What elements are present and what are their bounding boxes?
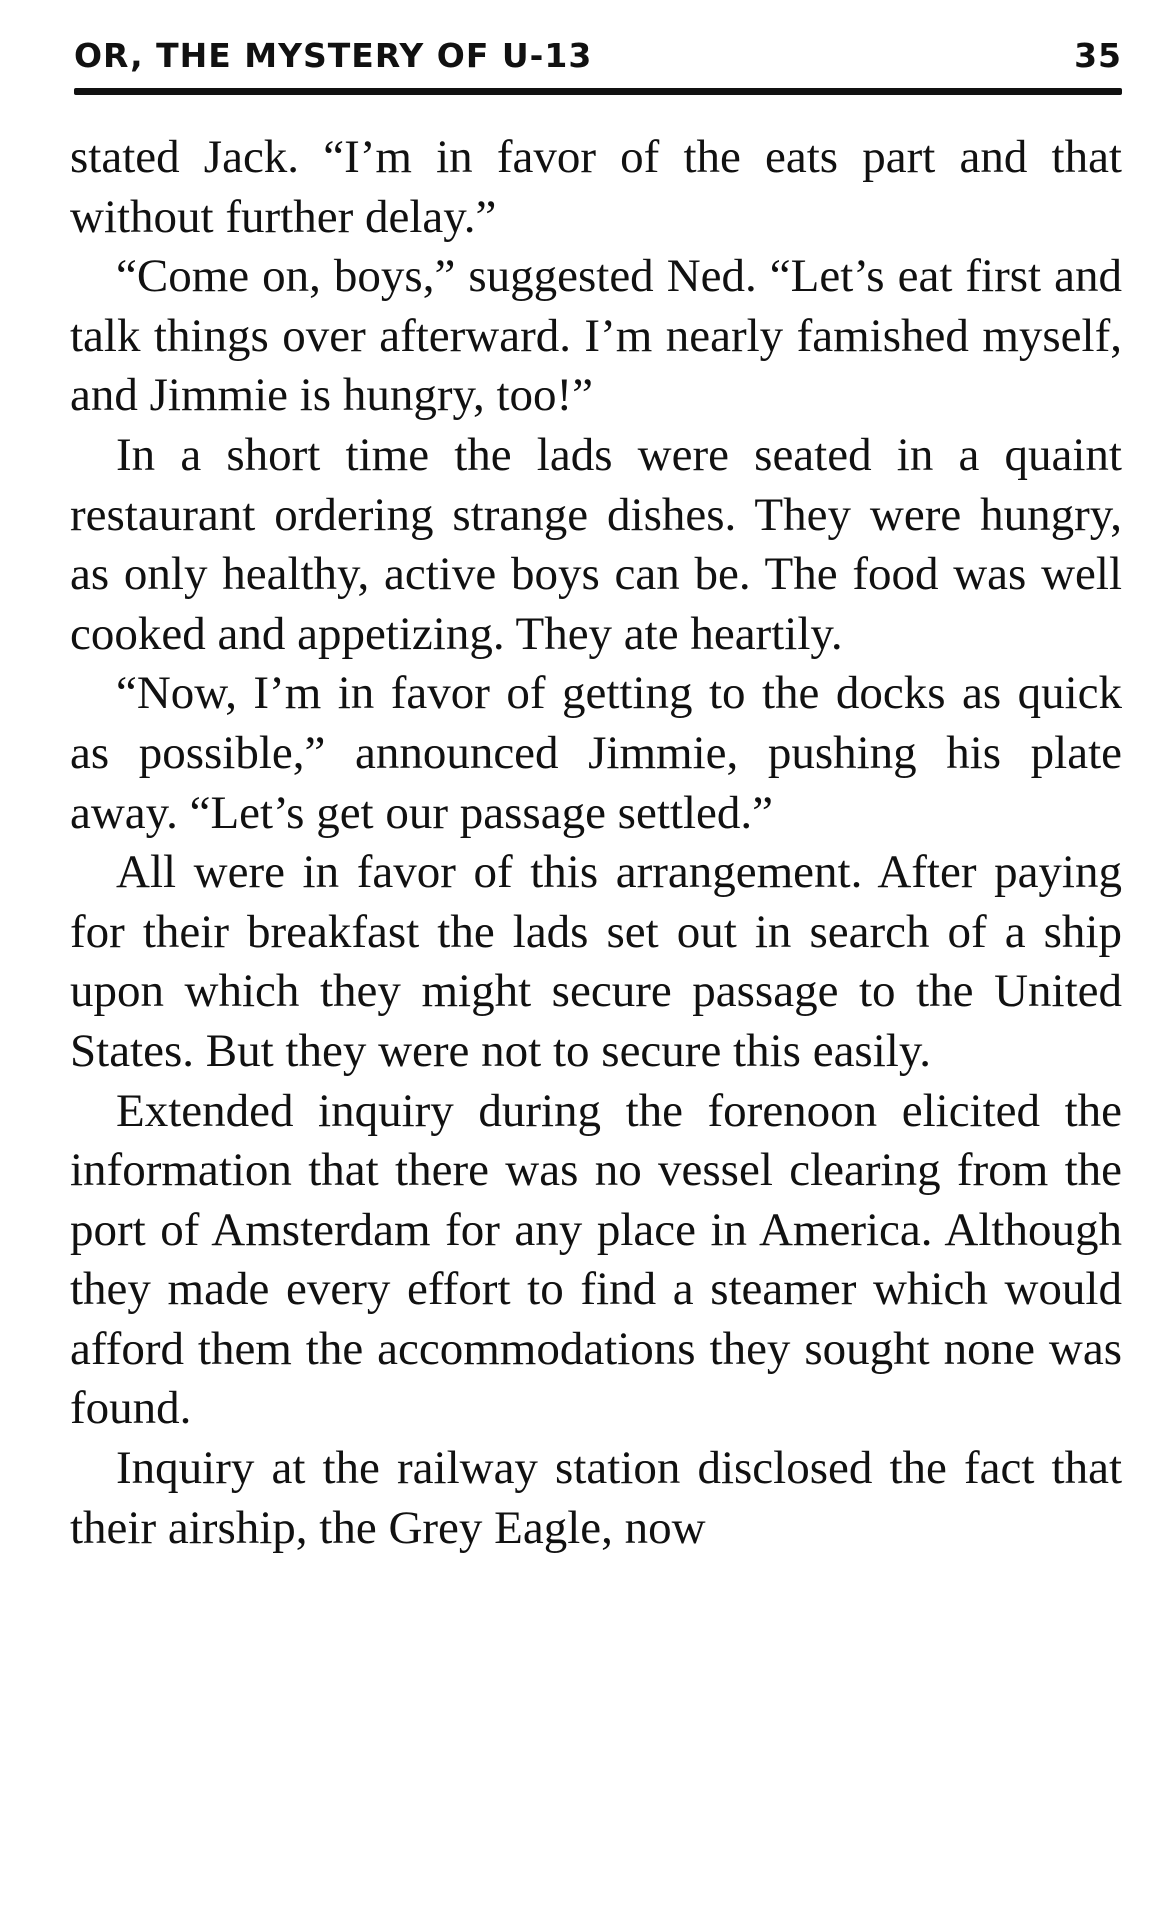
paragraph: All were in favor of this arrangement. After paying for their breakfast the lads set out in search of a ship upon which they might secure passage to the United States. But they were not to secure this easily. [70,846,1122,1077]
body-text [70,128,1122,1558]
paragraph: Inquiry at the railway station disclosed the fact that their airship, the Grey Eagle, now [70,1442,1122,1554]
paragraph: In a short time the lads were seated in a quaint restaurant ordering strange dishes. They were hungry, as only healthy, active boys can be. The food was well cooked and appetizing. They ate heartily. [70,428,1122,660]
paragraph-continued: stated Jack. “I’m in favor of the eats part and that without further delay.” [70,131,1122,243]
running-head [74,30,1122,92]
paragraph: Extended inquiry during the forenoon elicited the information that there was no vessel clearing from the port of Amsterdam for any place in America. Although they made every effort to find a steamer which would afford them the accommodations they sought none was found. [70,1084,1122,1435]
header-rule [74,88,1122,95]
page-number: 35 [1074,36,1122,75]
paragraph: “Come on, boys,” suggested Ned. “Let’s eat first and talk things over afterward. I’m nearly famished myself, and Jimmie is hungry, too!” [70,250,1122,422]
paragraph: “Now, I’m in favor of getting to the docks as quick as possible,” announced Jimmie, pushing his plate away. “Let’s get our passage settled.” [70,667,1122,839]
running-head-title: OR, THE MYSTERY OF U-13 [74,36,593,75]
